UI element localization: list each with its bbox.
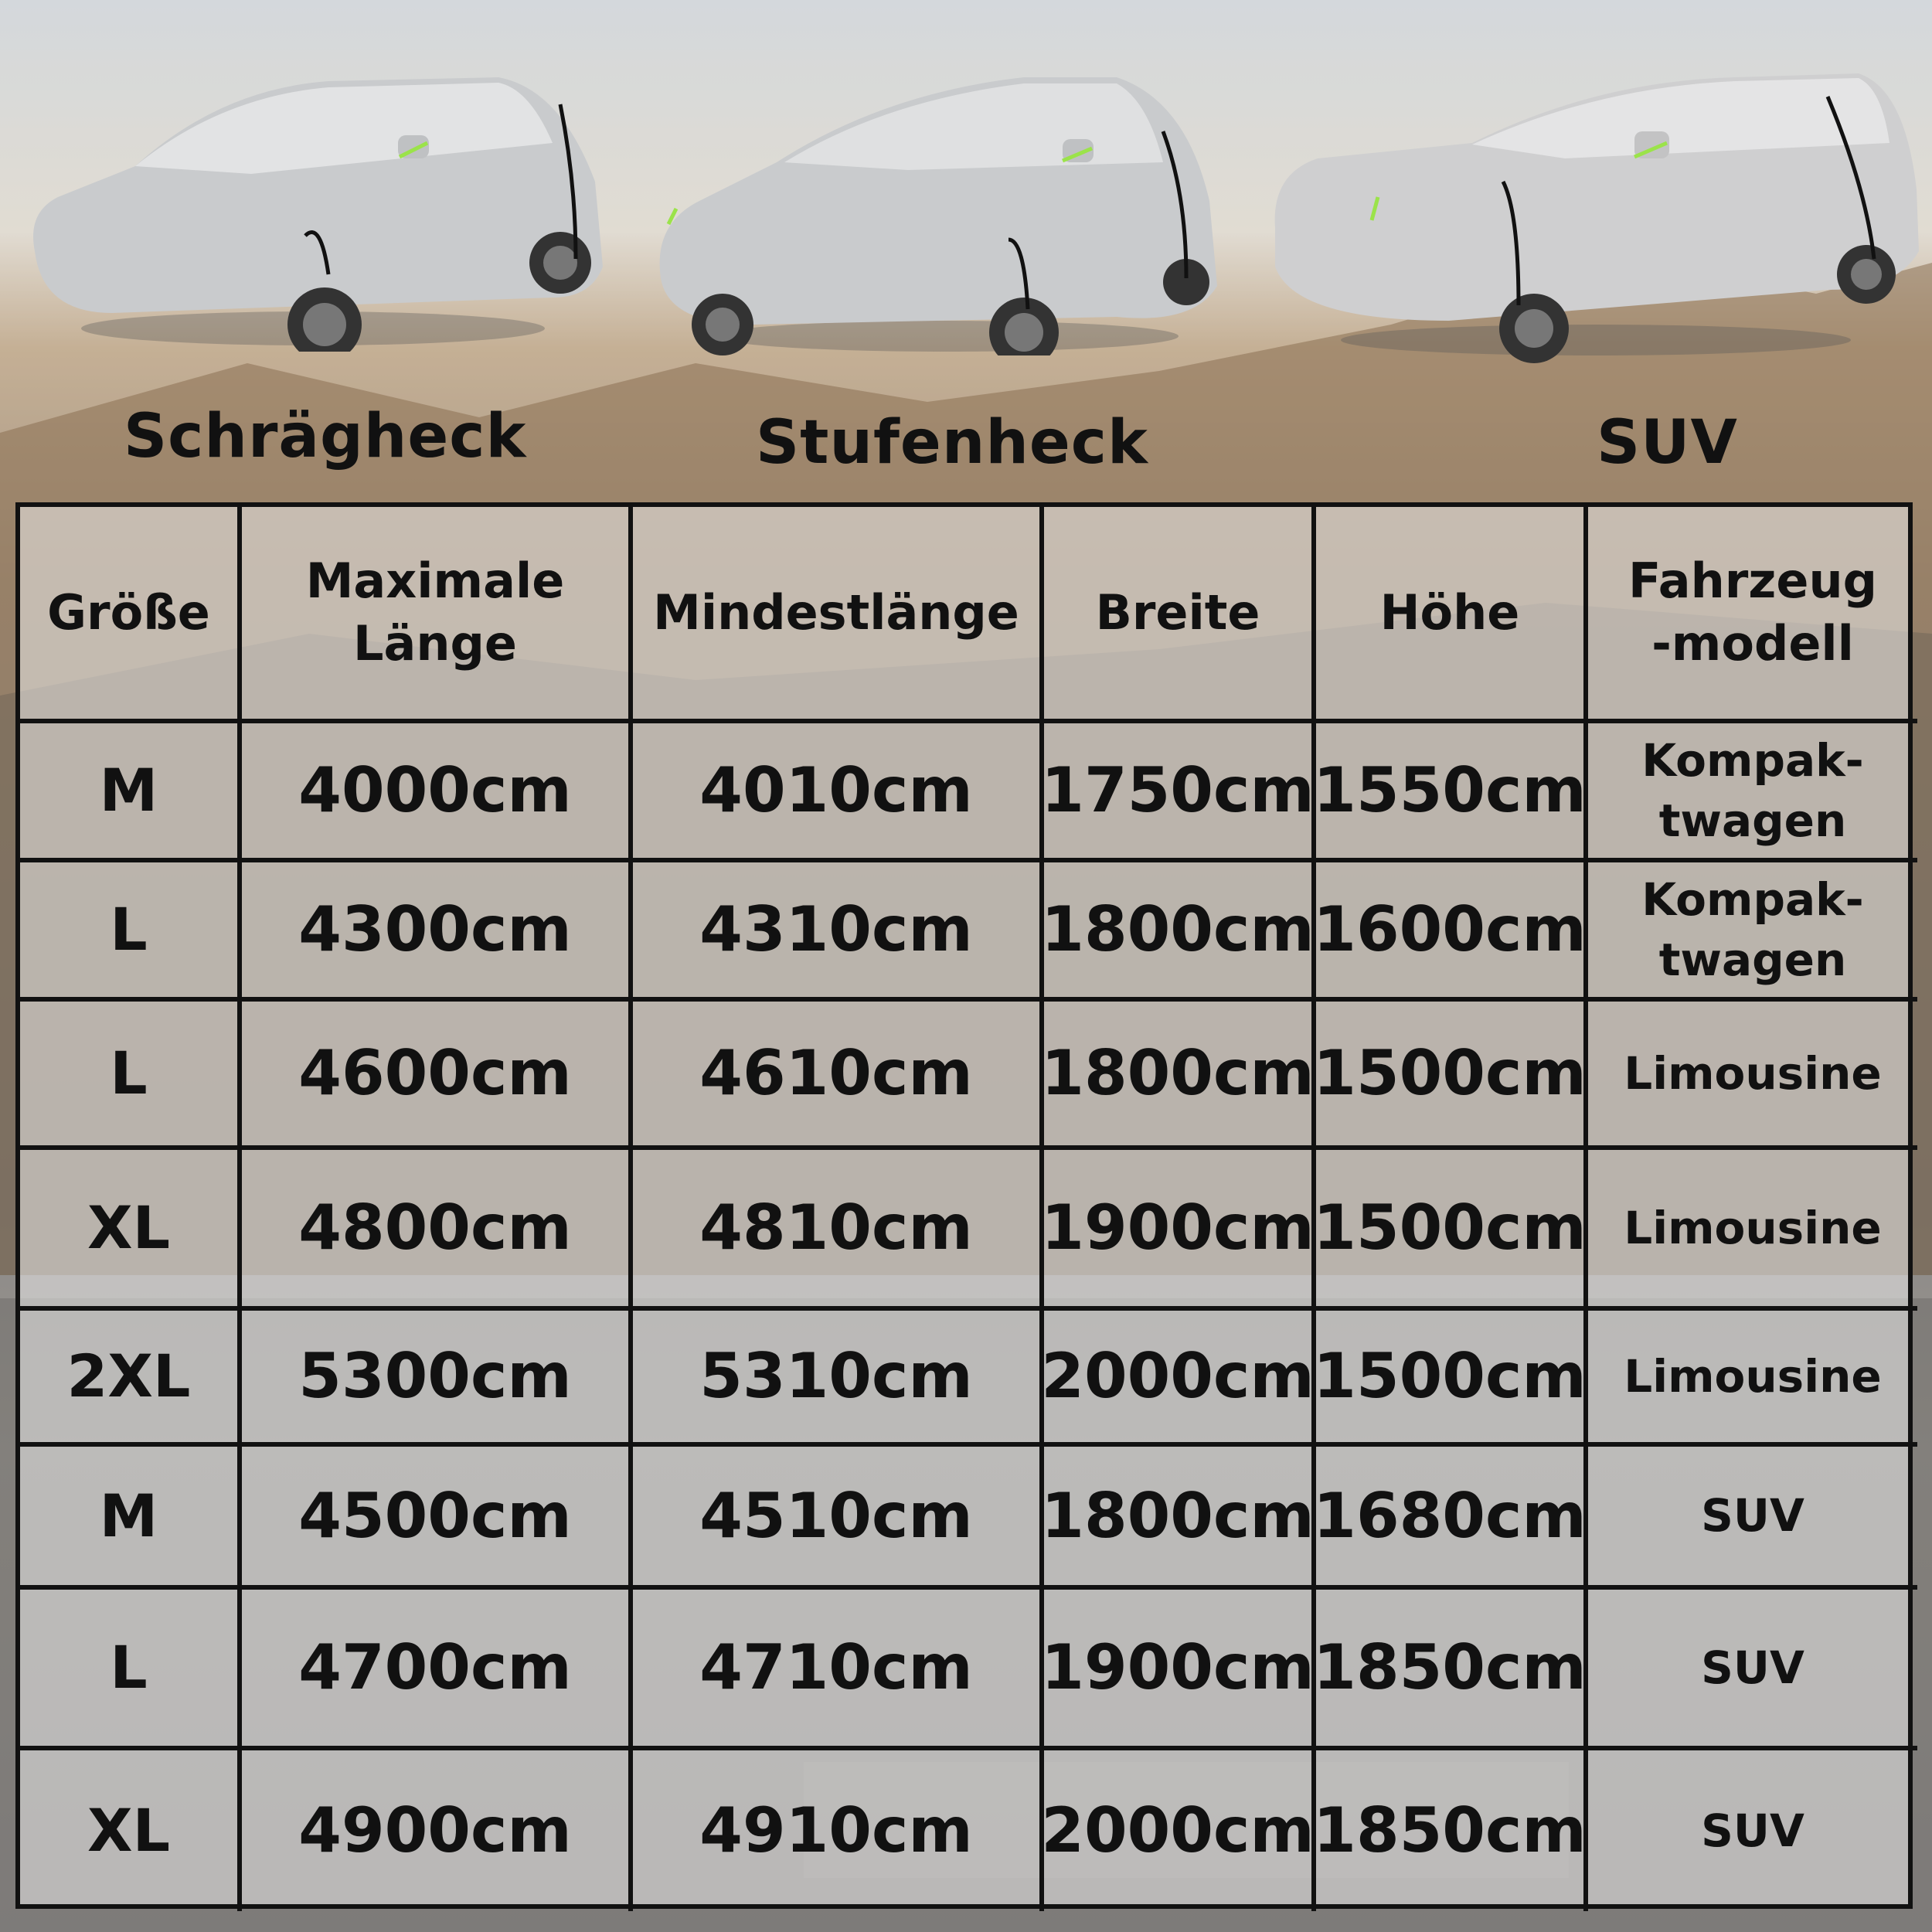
table-cell-height: 1500cm [1316,1311,1588,1447]
table-cell-height: 1500cm [1316,1150,1588,1311]
table-cell-vehicle-model: SUV [1588,1447,1917,1590]
table-cell-size: L [20,1002,242,1150]
table-cell-width: 1800cm [1044,1447,1316,1590]
table-cell-width: 2000cm [1044,1750,1316,1911]
header-width: Breite [1044,507,1316,723]
header-height: Höhe [1316,507,1588,723]
table-cell-width: 1800cm [1044,862,1316,1002]
table-cell-max-length: 4300cm [242,862,633,1002]
header-size: Größe [20,507,242,723]
vehicle-type-suv-label: SUV [1597,408,1738,478]
table-cell-vehicle-model: Kompak-twagen [1588,723,1917,862]
table-cell-vehicle-model: Limousine [1588,1150,1917,1311]
table-cell-height: 1550cm [1316,723,1588,862]
table-cell-height: 1500cm [1316,1002,1588,1150]
table-cell-width: 2000cm [1044,1311,1316,1447]
table-cell-height: 1680cm [1316,1447,1588,1590]
table-cell-size: 2XL [20,1311,242,1447]
table-cell-max-length: 4500cm [242,1447,633,1590]
table-cell-vehicle-model: SUV [1701,1804,1804,1857]
table-cell-min-length: 4610cm [633,1002,1044,1150]
table-cell-size: XL [20,1150,242,1311]
table-cell-max-length: 4600cm [242,1002,633,1150]
header-vehicle-model: Fahrzeug-modell [1588,507,1917,723]
header-max-length: Maximale Länge [242,507,633,723]
sedan-car-cover-icon [653,70,1225,355]
size-chart-table [15,502,1913,1909]
table-cell-min-length: 5310cm [633,1311,1044,1447]
table-cell-width: 1800cm [1044,1002,1316,1150]
table-cell-max-length: 4900cm [242,1750,633,1911]
table-cell-size: L [20,862,242,1002]
suv-car-cover-icon [1271,73,1920,363]
table-cell-max-length: 5300cm [242,1311,633,1447]
table-cell-max-length: 4700cm [242,1590,633,1750]
table-cell-height: 1600cm [1316,862,1588,1002]
table-cell-max-length: 4000cm [242,723,633,862]
vehicle-type-hatchback-label: Schrägheck [124,402,527,471]
table-cell-width: 1750cm [1044,723,1316,862]
table-cell-size: M [20,1447,242,1590]
table-cell-height: 1850cm [1316,1750,1588,1911]
table-cell-width: 1900cm [1044,1150,1316,1311]
table-cell-max-length: 4800cm [242,1150,633,1311]
table-cell-min-length: 4310cm [633,862,1044,1002]
table-cell-vehicle-model: SUV [1588,1590,1917,1750]
table-cell-width: 1900cm [1044,1590,1316,1750]
table-cell-vehicle-model: Kompak-twagen [1588,862,1917,1002]
table-cell-min-length: 4710cm [633,1590,1044,1750]
table-cell-size: M [20,723,242,862]
table-cell-size: XL [20,1750,242,1911]
vehicle-type-sedan-label: Stufenheck [756,408,1148,478]
table-cell-size: L [20,1590,242,1750]
table-cell-min-length: 4010cm [633,723,1044,862]
table-cell-vehicle-model: Limousine [1588,1311,1917,1447]
header-min-length: Mindestlänge [633,507,1044,723]
table-cell-height: 1850cm [1316,1590,1588,1750]
table-cell-min-length: 4810cm [633,1150,1044,1311]
table-cell-vehicle-model: Limousine [1588,1002,1917,1150]
table-cell-min-length: 4510cm [633,1447,1044,1590]
hatchback-car-cover-icon [19,66,607,352]
table-cell-min-length: 4910cm [633,1750,1044,1911]
